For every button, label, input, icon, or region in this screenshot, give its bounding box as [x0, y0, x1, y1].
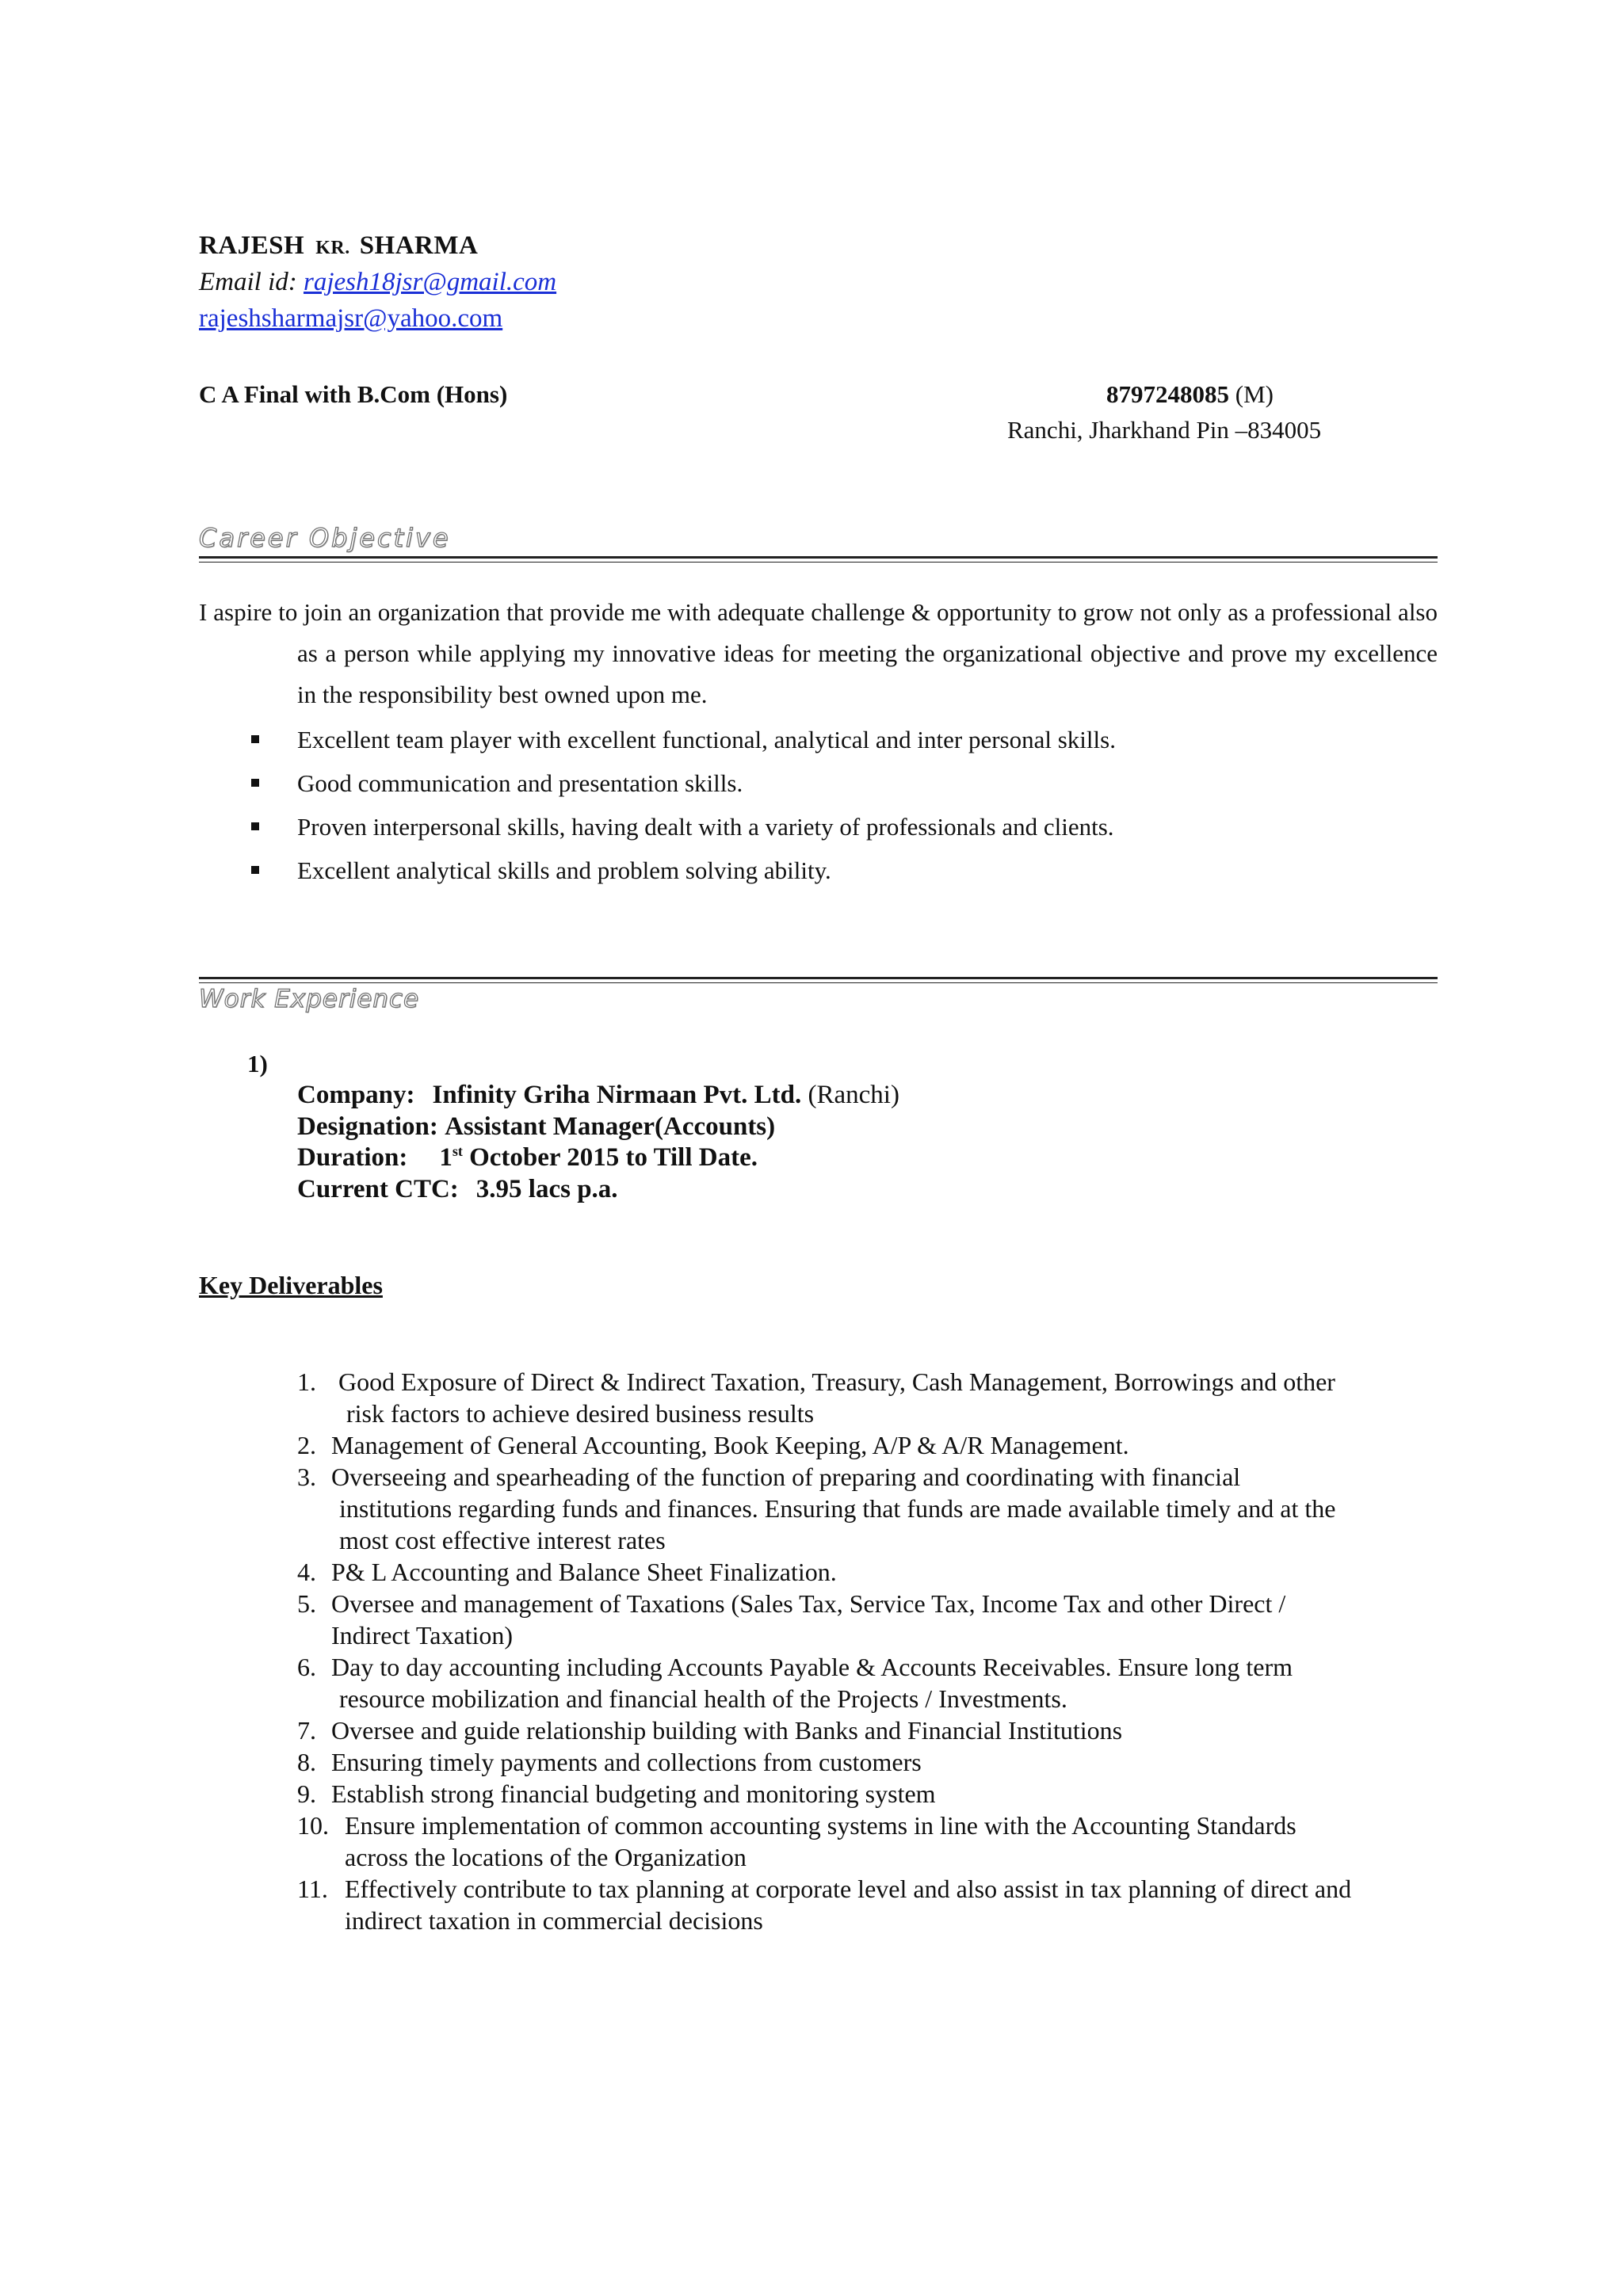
item-number: 5. — [297, 1589, 316, 1618]
list-item — [297, 1810, 1446, 1873]
item-number: 4. — [297, 1558, 316, 1586]
square-bullet-icon — [251, 822, 259, 830]
list-item — [297, 1873, 1446, 1936]
item-text: Day to day accounting including Accounts Payable & Accounts Receivables. Ensure long term — [331, 1653, 1293, 1681]
item-number: 3. — [297, 1463, 316, 1491]
designation-label: Designation: — [297, 1112, 438, 1141]
item-text-continued: most cost effective interest rates — [339, 1526, 666, 1554]
job-number: 1) — [247, 1050, 268, 1077]
phone-digits: 8797248085 — [1106, 380, 1229, 408]
item-text-continued: risk factors to achieve desired business results — [346, 1399, 815, 1428]
ctc-value: 3.95 lacs p.a. — [475, 1175, 618, 1203]
address: Ranchi, Jharkhand Pin –834005 — [1007, 416, 1322, 444]
item-text: Effectively contribute to tax planning at corporate level and also assist in tax planning of direct and — [345, 1875, 1352, 1903]
item-number: 9. — [297, 1779, 316, 1808]
item-number: 2. — [297, 1431, 316, 1459]
square-bullet-icon — [251, 735, 259, 743]
list-item — [297, 1429, 1446, 1461]
list-item — [199, 805, 1438, 849]
duration-label: Duration: — [297, 1143, 408, 1172]
list-item — [297, 1461, 1446, 1556]
item-text: Oversee and management of Taxations (Sales Tax, Service Tax, Income Tax and other Direct / — [331, 1589, 1286, 1618]
job-ctc — [297, 1175, 618, 1204]
duration-ordinal: st — [452, 1143, 463, 1159]
item-number: 11. — [297, 1875, 328, 1903]
phone-number — [1106, 380, 1274, 409]
item-number: 7. — [297, 1716, 316, 1745]
candidate-name — [199, 231, 478, 261]
email-link-primary[interactable]: rajesh18jsr@gmail.com — [303, 268, 557, 296]
item-text: Ensuring timely payments and collections from customers — [331, 1748, 922, 1776]
item-text: Oversee and guide relationship building with Banks and Financial Institutions — [331, 1716, 1123, 1745]
duration-value: October 2015 to Till Date. — [469, 1143, 758, 1172]
item-text: Good Exposure of Direct & Indirect Taxation, Treasury, Cash Management, Borrowings and other — [338, 1367, 1335, 1396]
item-number: 6. — [297, 1653, 316, 1681]
item-number: 8. — [297, 1748, 316, 1776]
key-deliverables-heading: Key Deliverables — [199, 1271, 383, 1299]
qualification: C A Final with B.Com (Hons) — [199, 380, 508, 408]
section-divider — [199, 556, 1438, 563]
email-label: Email id: — [199, 268, 297, 296]
section-title-work-experience: Work Experience — [199, 985, 420, 1013]
job-designation — [297, 1112, 775, 1142]
list-item — [199, 849, 1438, 892]
section-divider — [199, 977, 1438, 983]
list-item — [297, 1778, 1446, 1810]
list-item — [297, 1651, 1446, 1714]
item-text: Establish strong financial budgeting and monitoring system — [331, 1779, 936, 1808]
list-item — [297, 1714, 1446, 1746]
list-item — [199, 718, 1438, 761]
item-number: 10. — [297, 1811, 329, 1840]
item-text-continued: institutions regarding funds and finances. Ensuring that funds are made available timely and at the — [339, 1494, 1336, 1523]
item-text: P& L Accounting and Balance Sheet Finalization. — [331, 1558, 837, 1586]
item-text: Ensure implementation of common accounting systems in line with the Accounting Standards — [345, 1811, 1296, 1840]
skill-text: Excellent analytical skills and problem solving ability. — [297, 856, 831, 884]
item-text-continued: resource mobilization and financial health of the Projects / Investments. — [339, 1684, 1067, 1713]
item-text-continued: across the locations of the Organization — [345, 1843, 747, 1871]
list-item — [297, 1588, 1446, 1651]
company-label: Company: — [297, 1081, 415, 1109]
name-first: RAJESH — [199, 231, 305, 260]
designation-value: Assistant Manager(Accounts) — [445, 1112, 776, 1141]
name-last: SHARMA — [359, 231, 479, 260]
skill-text: Good communication and presentation skills. — [297, 769, 743, 797]
duration-day: 1 — [439, 1143, 453, 1172]
job-duration — [297, 1143, 758, 1173]
list-item — [297, 1746, 1446, 1778]
company-location: (Ranchi) — [808, 1081, 899, 1109]
list-item — [297, 1366, 1446, 1429]
square-bullet-icon — [251, 866, 259, 874]
skills-list — [199, 718, 1438, 892]
name-middle: KR. — [315, 238, 350, 258]
square-bullet-icon — [251, 779, 259, 787]
item-text-continued: indirect taxation in commercial decisions — [345, 1906, 763, 1935]
email-link-secondary[interactable]: rajeshsharmajsr@yahoo.com — [199, 304, 503, 333]
list-item — [297, 1556, 1446, 1588]
item-text: Overseeing and spearheading of the function of preparing and coordinating with financial — [331, 1463, 1241, 1491]
ctc-label: Current CTC: — [297, 1175, 459, 1203]
deliverables-list — [297, 1366, 1446, 1936]
list-item — [199, 761, 1438, 805]
company-name: Infinity Griha Nirmaan Pvt. Ltd. — [432, 1081, 802, 1109]
job-company — [297, 1081, 899, 1110]
phone-suffix: (M) — [1235, 380, 1274, 408]
section-title-career-objective: Career Objective — [199, 523, 451, 553]
skill-text: Excellent team player with excellent functional, analytical and inter personal skills. — [297, 726, 1116, 753]
career-objective-text: I aspire to join an organization that provide me with adequate challenge & opportunity to grow not only as a professional also as a person while applying my innovative ideas for meeting the organizational objective and prove my excellence in the responsibility best owned upon me. — [199, 598, 1438, 708]
skill-text: Proven interpersonal skills, having dealt with a variety of professionals and clients. — [297, 813, 1114, 841]
item-text-continued: Indirect Taxation) — [331, 1621, 514, 1650]
item-number: 1. — [297, 1367, 316, 1396]
item-text: Management of General Accounting, Book Keeping, A/P & A/R Management. — [331, 1431, 1129, 1459]
email-line — [199, 268, 556, 297]
